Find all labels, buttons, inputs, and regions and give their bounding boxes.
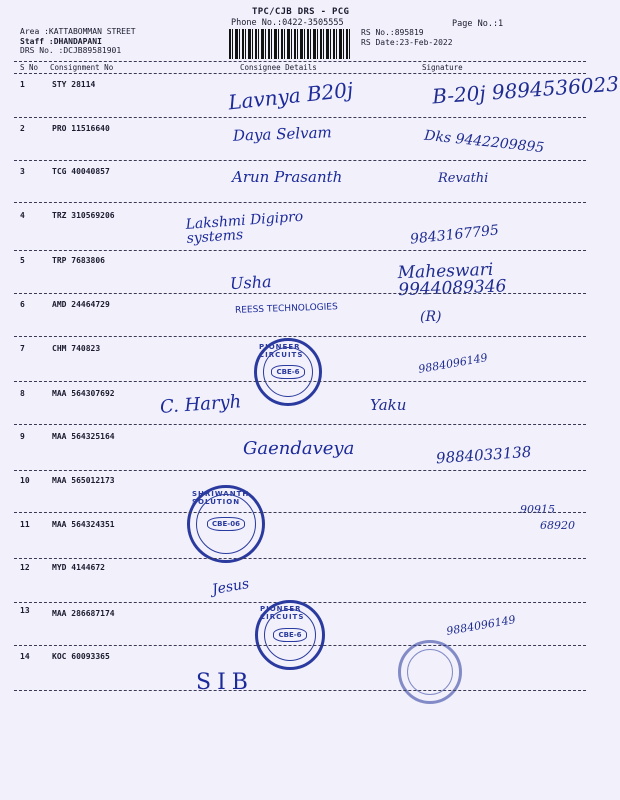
consignment-number: PRO 11516640 xyxy=(52,124,110,133)
consignment-number: MAA 286687174 xyxy=(52,609,115,618)
header-divider-top xyxy=(14,61,586,62)
row-number: 1 xyxy=(20,80,25,89)
row-divider xyxy=(14,381,586,382)
row-number: 3 xyxy=(20,167,25,176)
consignment-number: MAA 564324351 xyxy=(52,520,115,529)
signature-handwriting: Revathi xyxy=(438,171,489,186)
signature-mark: (R) xyxy=(420,309,442,325)
row-divider xyxy=(14,250,586,251)
row-divider xyxy=(14,117,586,118)
pioneer-circuits-stamp xyxy=(254,338,322,406)
staff-field: Staff :DHANDAPANI xyxy=(20,36,102,46)
row-divider xyxy=(14,202,586,203)
consignee-handwriting: Jesus xyxy=(210,575,251,599)
stamp-ring-text: PIONEER CIRCUITS xyxy=(260,605,305,621)
row-number: 9 xyxy=(20,432,25,441)
consignee-handwriting: Gaendaveya xyxy=(243,438,355,459)
sheet-meta-right xyxy=(361,28,453,47)
consignment-number: TCG 40040857 xyxy=(52,167,110,176)
consignment-number: KOC 60093365 xyxy=(52,652,110,661)
consignment-number: TRZ 310569206 xyxy=(52,211,115,220)
consignee-handwriting: Arun Prasanth xyxy=(232,168,343,186)
row-number: 11 xyxy=(20,520,30,529)
row-divider xyxy=(14,558,586,559)
row-number: 5 xyxy=(20,256,25,265)
consignee-handwriting: SIB xyxy=(196,670,254,695)
consignee-handwriting: Daya Selvam xyxy=(232,123,333,145)
row-number: 8 xyxy=(20,389,25,398)
column-sno: S No xyxy=(20,63,39,72)
row-number: 14 xyxy=(20,652,30,661)
row-number: 2 xyxy=(20,124,25,133)
signature-handwriting: Maheswari 9944089346 xyxy=(397,259,507,301)
stamp-ring-text: PIONEER CIRCUITS xyxy=(259,343,304,359)
faded-stamp xyxy=(398,640,462,704)
signature-handwriting: 9884033138 xyxy=(435,442,532,468)
row-divider xyxy=(14,336,586,337)
row-number: 12 xyxy=(20,563,30,572)
signature-handwriting: 90915 xyxy=(520,503,555,516)
rs-date: RS Date:23-Feb-2022 xyxy=(361,37,453,47)
consignment-number: STY 28114 xyxy=(52,80,96,89)
page-number: Page No.:1 xyxy=(452,19,504,29)
column-signature: Signature xyxy=(422,63,463,72)
signature-handwriting: Yaku xyxy=(370,396,407,414)
sheet-meta-left xyxy=(20,27,136,56)
barcode xyxy=(229,29,351,59)
shriwanth-solutions-stamp xyxy=(187,485,265,563)
consignee-handwriting: Lavnya B20j xyxy=(227,77,355,115)
consignee-handwriting: REESS TECHNOLOGIES xyxy=(234,302,338,316)
header-divider-bottom xyxy=(14,73,586,74)
row-divider xyxy=(14,512,586,513)
consignment-number: TRP 7683806 xyxy=(52,256,105,265)
row-divider xyxy=(14,424,586,425)
area-field: Area :KATTABOMMAN STREET xyxy=(20,27,136,36)
consignee-handwriting: Lakshmi Digipro systems xyxy=(185,208,304,247)
signature-handwriting: B-20j 9894536023 xyxy=(431,71,620,109)
rs-number: RS No.:895819 xyxy=(361,28,424,37)
row-number: 10 xyxy=(20,476,30,485)
consignee-handwriting: Usha xyxy=(229,271,272,294)
column-consignment: Consignment No xyxy=(50,63,114,72)
signature-handwriting: 9884096149 xyxy=(445,613,517,638)
signature-handwriting: 9884096149 xyxy=(417,351,489,376)
phone-number: Phone No.:0422-3505555 xyxy=(231,18,344,28)
signature-handwriting: Dks 9442209895 xyxy=(423,127,545,157)
consignee-handwriting: C. Haryh xyxy=(159,391,242,418)
signature-handwriting: 9843167795 xyxy=(409,222,500,248)
stamp-center-text: CBE-06 xyxy=(207,517,245,531)
row-number: 13 xyxy=(20,606,30,615)
column-consignee: Consignee Details xyxy=(240,63,317,72)
document-title: TPC/CJB DRS - PCG xyxy=(252,7,350,17)
consignment-number: MYD 4144672 xyxy=(52,563,105,572)
stamp-ring-text: SHRIWANTH SOLUTION xyxy=(192,490,250,506)
row-divider xyxy=(14,160,586,161)
drs-number: DRS No. :DCJB89581901 xyxy=(20,46,122,55)
pioneer-circuits-stamp xyxy=(255,600,325,670)
row-number: 4 xyxy=(20,211,25,220)
row-divider xyxy=(14,645,586,646)
consignment-number: AMD 24464729 xyxy=(52,300,110,309)
stamp-center-text: CBE-6 xyxy=(271,365,304,379)
row-divider xyxy=(14,470,586,471)
row-divider xyxy=(14,293,586,294)
stamp-center-text: CBE-6 xyxy=(273,628,306,642)
consignment-number: CHM 740823 xyxy=(52,344,101,353)
row-number: 6 xyxy=(20,300,25,309)
consignment-number: MAA 564325164 xyxy=(52,432,115,441)
consignment-number: MAA 564307692 xyxy=(52,389,115,398)
signature-handwriting: 68920 xyxy=(540,519,575,532)
row-divider xyxy=(14,690,586,691)
row-number: 7 xyxy=(20,344,25,353)
consignment-number: MAA 565012173 xyxy=(52,476,115,485)
